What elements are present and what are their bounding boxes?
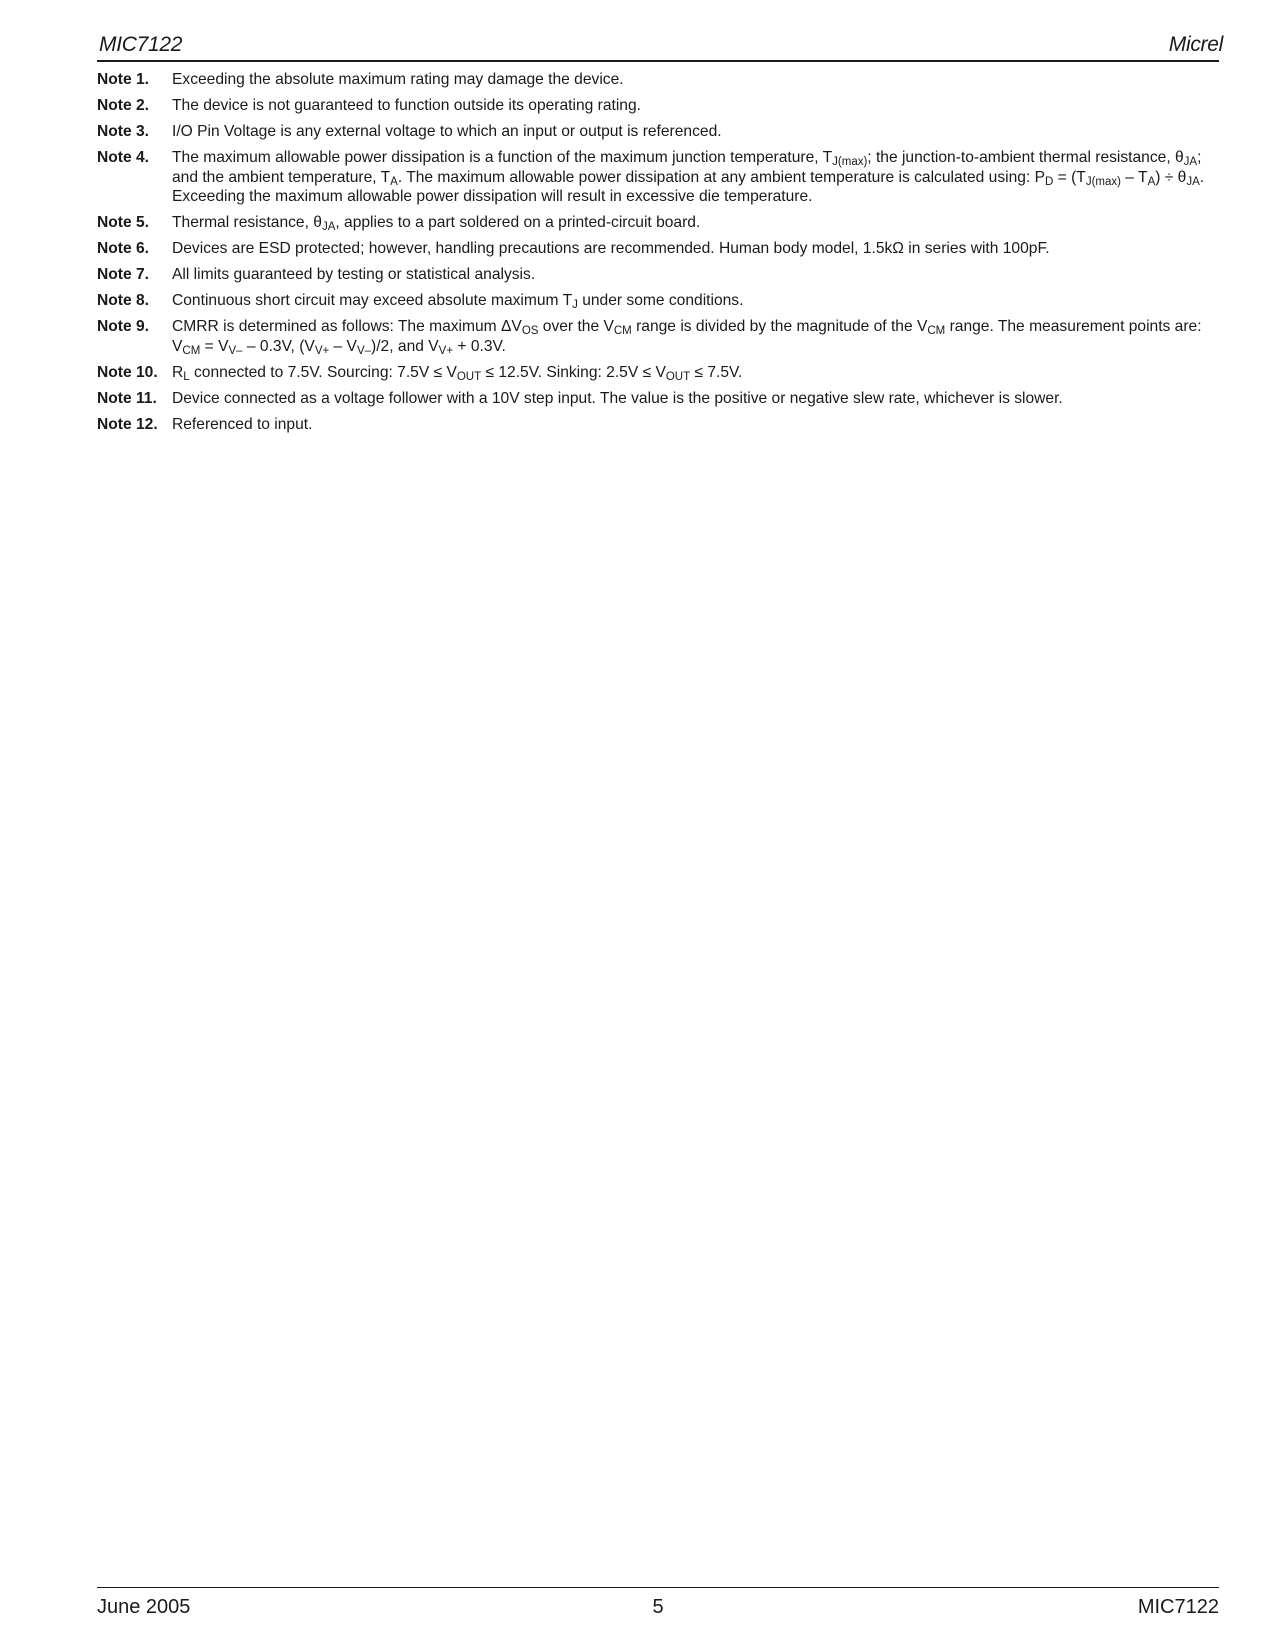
note-7 <box>97 265 1227 285</box>
notes-list <box>97 70 1227 441</box>
note-label: Note 6. <box>97 240 149 257</box>
note-4 <box>97 148 1227 207</box>
note-text: CMRR is determined as follows: The maximum $\Delta V_{OS}$ over the $V_{CM}$ range is divided by the magnitude of the $V_{CM}$ range. The measurement points are: $V_{CM} = V_{V-} - 0.3V$, $(V_{V+} - V_{V-})/2$, and $V_{V+} + 0.3V$. <box>172 318 1202 357</box>
note-9 <box>97 317 1227 356</box>
note-1 <box>97 70 1227 90</box>
note-label: Note 2. <box>97 97 149 114</box>
note-label: Note 1. <box>97 71 149 88</box>
note-text: Devices are ESD protected; however, handling precautions are recommended. Human body model, 1.5kΩ in series with 100pF. <box>172 240 1050 257</box>
note-text: Device connected as a voltage follower with a 10V step input. The value is the positive or negative slew rate, whichever is slower. <box>172 389 1063 407</box>
note-text: $R_L$ connected to 7.5V. Sourcing: $7.5V \le V_{OUT} \le 12.5V$. Sinking: $2.5V \le V_{OUT} \le 7.5V$. <box>172 363 743 383</box>
note-text: Continuous short circuit may exceed absolute maximum $T_J$ under some conditions. <box>172 292 744 311</box>
note-label: Note 3. <box>97 123 149 140</box>
note-text: Exceeding the absolute maximum rating may damage the device. <box>172 71 624 88</box>
note-label: Note 12. <box>97 415 158 433</box>
note-label: Note 5. <box>97 214 149 231</box>
note-12 <box>97 415 1227 435</box>
note-text: Thermal resistance, $\theta_{JA}$, applies to a part soldered on a printed-circuit board. <box>172 214 701 233</box>
note-label: Note 11. <box>97 389 157 407</box>
note-10 <box>97 363 1227 383</box>
page-header <box>97 30 1223 62</box>
note-3 <box>97 122 1227 142</box>
note-5 <box>97 213 1227 233</box>
note-text: Referenced to input. <box>172 415 313 433</box>
footer-page-number: 5 <box>652 1596 664 1618</box>
header-part-number: MIC7122 <box>99 33 183 56</box>
note-label: Note 8. <box>97 292 149 309</box>
note-text: All limits guaranteed by testing or statistical analysis. <box>172 266 536 283</box>
header-company-name: Micrel <box>1168 33 1223 56</box>
footer-part-number: MIC7122 <box>1137 1596 1219 1618</box>
page-footer <box>97 1587 1219 1628</box>
note-label: Note 7. <box>97 266 149 283</box>
note-11 <box>97 389 1227 409</box>
note-8 <box>97 291 1227 311</box>
note-label: Note 10. <box>97 363 158 381</box>
note-text: I/O Pin Voltage is any external voltage to which an input or output is referenced. <box>172 123 722 140</box>
footer-date: June 2005 <box>97 1596 191 1618</box>
note-label: Note 9. <box>97 318 149 335</box>
note-6 <box>97 239 1227 259</box>
note-label: Note 4. <box>97 149 149 166</box>
note-text: The maximum allowable power dissipation is a function of the maximum junction temperature, $T_{J(max)}$; the junction-to-ambient thermal resistance, $\theta_{JA}$; and the ambient temperature, $T_A$. The maximum allowable power dissipation at any ambient temperature is calculated using: $P_D = (T_{J(max)} - T_A) \div \theta_{JA}$. Exceeding the maximum allowable power dissipation will result in excessive die temperature. <box>172 149 1205 205</box>
note-2 <box>97 96 1227 116</box>
note-text: The device is not guaranteed to function outside its operating rating. <box>172 97 641 114</box>
